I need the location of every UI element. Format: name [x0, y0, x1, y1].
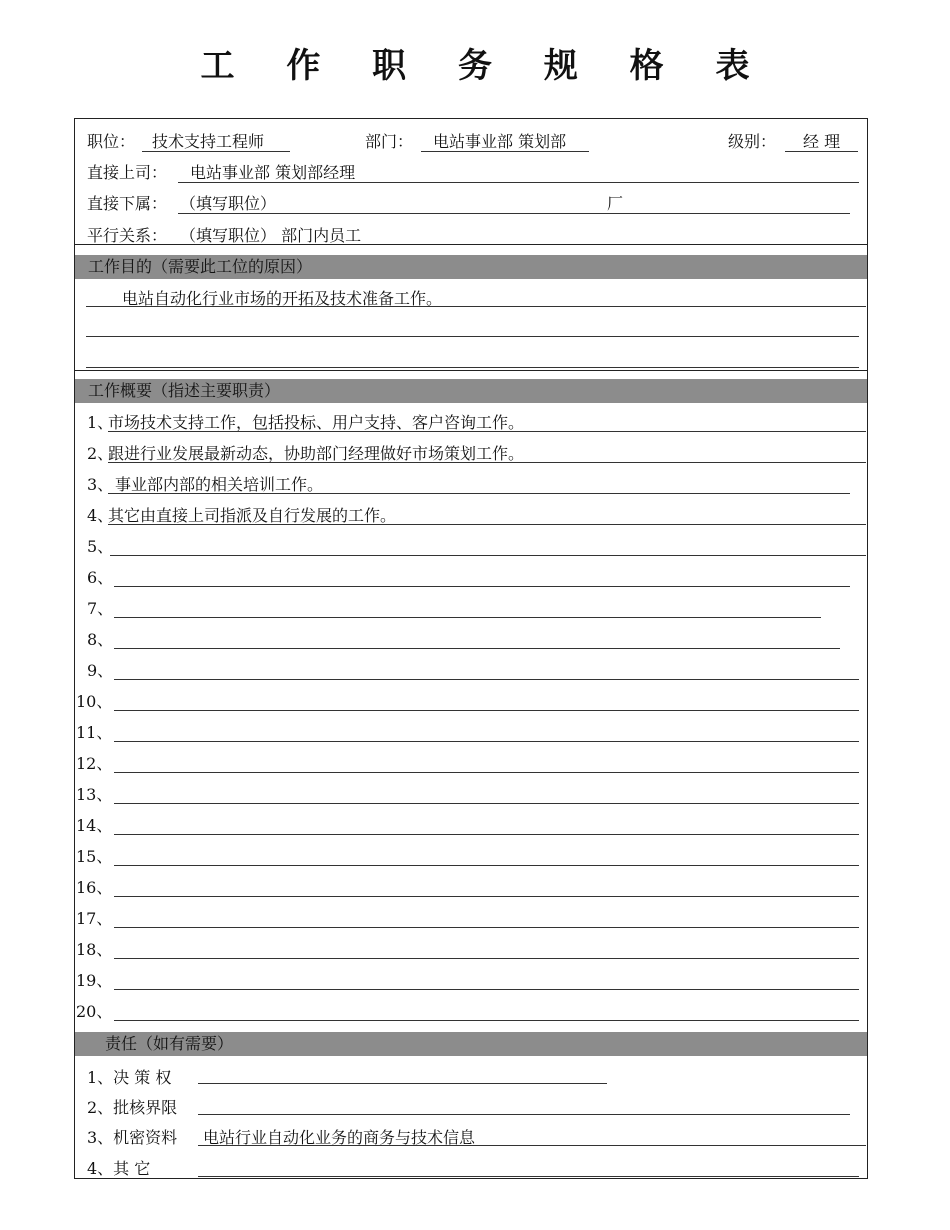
responsibility-label: 2、批核界限	[87, 1098, 178, 1117]
section-divider	[75, 244, 867, 245]
responsibility-label: 4、其 它	[87, 1159, 151, 1178]
duty-number: 4、	[87, 506, 114, 525]
responsibility-line[interactable]	[198, 1114, 850, 1115]
duty-line	[108, 524, 866, 525]
responsibility-label: 1、决 策 权	[87, 1068, 172, 1087]
supervisor-label: 直接上司：	[87, 163, 168, 182]
duty-number: 8、	[87, 630, 114, 649]
duty-line[interactable]	[114, 834, 859, 835]
duty-number: 13、	[76, 785, 113, 804]
supervisor-underline	[178, 182, 859, 183]
responsibility-heading: 责任（如有需要）	[75, 1032, 867, 1056]
level-label: 级别：	[728, 132, 777, 151]
duty-number: 10、	[76, 692, 113, 711]
subordinate-value[interactable]: （填写职位）	[180, 194, 277, 213]
duty-number: 15、	[76, 847, 113, 866]
duty-number: 12、	[76, 754, 113, 773]
position-value[interactable]: 技术支持工程师	[152, 132, 265, 151]
duty-number: 3、	[87, 475, 114, 494]
duty-line[interactable]	[114, 679, 859, 680]
duty-number: 1、	[87, 413, 114, 432]
duty-number: 2、	[87, 444, 114, 463]
level-underline	[785, 151, 858, 152]
duty-line[interactable]	[110, 555, 866, 556]
duty-text[interactable]: 事业部内部的相关培训工作。	[115, 475, 324, 494]
duties-heading: 工作概要（指述主要职责）	[75, 379, 867, 403]
duty-line[interactable]	[114, 710, 859, 711]
responsibility-value[interactable]: 电站行业自动化业务的商务与技术信息	[203, 1128, 476, 1147]
purpose-line-3	[86, 367, 859, 368]
duty-line[interactable]	[114, 617, 821, 618]
duty-line[interactable]	[114, 741, 859, 742]
duty-line	[108, 462, 866, 463]
peer-label: 平行关系：	[87, 226, 168, 245]
purpose-line-2	[86, 336, 859, 337]
duty-line[interactable]	[114, 803, 859, 804]
subordinate-extra: 厂	[607, 194, 624, 213]
duty-number: 20、	[76, 1002, 113, 1021]
duty-line[interactable]	[114, 648, 840, 649]
supervisor-value[interactable]: 电站事业部 策划部经理	[190, 163, 356, 182]
responsibility-line[interactable]	[198, 1176, 859, 1177]
duty-number: 5、	[87, 537, 114, 556]
duty-number: 7、	[87, 599, 114, 618]
department-value[interactable]: 电站事业部 策划部	[433, 132, 567, 151]
subordinate-label: 直接下属：	[87, 194, 168, 213]
duty-number: 6、	[87, 568, 114, 587]
section-divider	[75, 370, 867, 371]
duty-line[interactable]	[114, 989, 859, 990]
duty-text[interactable]: 其它由直接上司指派及自行发展的工作。	[108, 506, 397, 525]
duty-line[interactable]	[114, 1020, 859, 1021]
level-value[interactable]: 经 理	[803, 132, 841, 151]
purpose-text[interactable]: 电站自动化行业市场的开拓及技术准备工作。	[122, 289, 443, 308]
responsibility-label: 3、机密资料	[87, 1128, 178, 1147]
page-title: 工 作 职 务 规 格 表	[200, 46, 770, 86]
purpose-line-1	[86, 306, 866, 307]
duty-line[interactable]	[114, 865, 859, 866]
duty-text[interactable]: 跟进行业发展最新动态，协助部门经理做好市场策划工作。	[108, 444, 525, 463]
peer-value[interactable]: （填写职位） 部门内员工	[180, 226, 362, 245]
duty-number: 14、	[76, 816, 113, 835]
duty-text[interactable]: 市场技术支持工作，包括投标、用户支持、客户咨询工作。	[108, 413, 525, 432]
subordinate-underline	[178, 213, 850, 214]
duty-number: 19、	[76, 971, 113, 990]
duty-line	[108, 431, 866, 432]
duty-line[interactable]	[114, 772, 859, 773]
duty-line[interactable]	[114, 958, 859, 959]
duty-number: 17、	[76, 909, 113, 928]
duty-line[interactable]	[114, 896, 859, 897]
purpose-heading: 工作目的（需要此工位的原因）	[75, 255, 867, 279]
duty-number: 16、	[76, 878, 113, 897]
department-label: 部门：	[365, 132, 414, 151]
responsibility-line	[198, 1145, 866, 1146]
duty-number: 11、	[76, 723, 113, 742]
duty-line[interactable]	[114, 586, 850, 587]
responsibility-line[interactable]	[198, 1083, 607, 1084]
duty-line	[108, 493, 850, 494]
position-underline	[142, 151, 290, 152]
duty-line[interactable]	[114, 927, 859, 928]
position-label: 职位：	[87, 132, 136, 151]
duty-number: 18、	[76, 940, 113, 959]
department-underline	[421, 151, 589, 152]
duty-number: 9、	[87, 661, 114, 680]
